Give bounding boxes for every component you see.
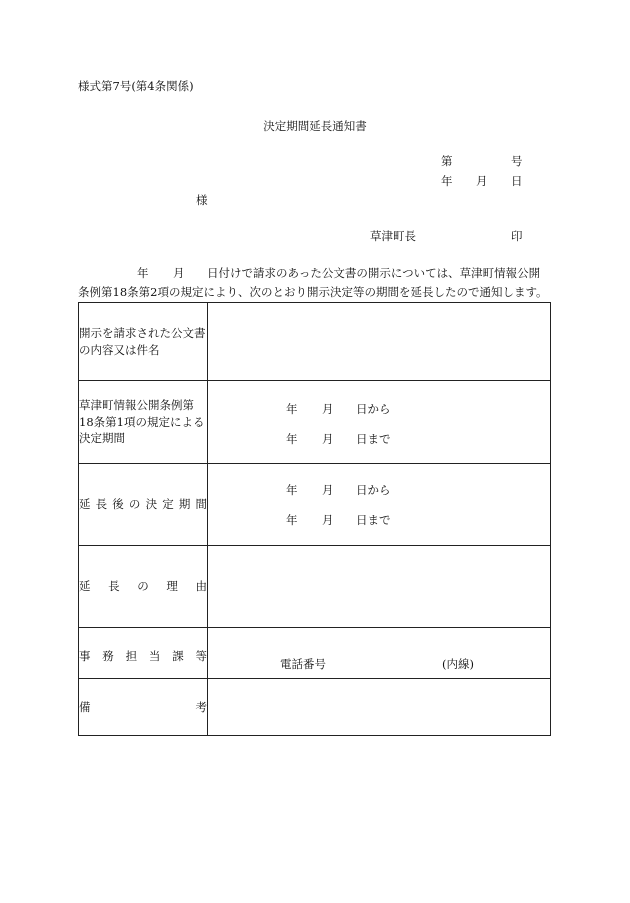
value-remarks [208,679,551,736]
period-year: 年 [286,402,298,416]
period-from-label: 日から [356,483,391,497]
date-day: 日 [511,174,523,188]
period-from [286,404,391,416]
value-department [208,628,551,679]
period-year: 年 [286,483,298,497]
period-year: 年 [286,432,298,446]
addressee-suffix: 様 [196,193,208,207]
table-row [79,381,551,464]
period-year: 年 [286,513,298,527]
value-request-content [208,303,551,381]
period-to [286,434,391,446]
period-month: 月 [322,483,334,497]
label-department [79,628,208,679]
value-reason [208,546,551,628]
label-reason-text: 延 長 の 理 由 [79,579,207,594]
label-reason [79,546,208,628]
seal-mark: 印 [511,229,523,243]
date-month: 月 [476,174,488,188]
value-original-period [208,381,551,464]
label-request-content: 開示を請求された公文書の内容又は件名 [79,303,208,381]
notice-table [78,302,551,736]
period-from-label: 日から [356,402,391,416]
table-row [79,628,551,679]
period-to [286,515,391,527]
period-month: 月 [322,402,334,416]
body-line-2: 条例第18条第2項の規定により、次のとおり開示決定等の期間を延長したので通知します。 [78,285,548,299]
table-row [79,546,551,628]
period-month: 月 [322,513,334,527]
period-to-label: 日まで [356,432,391,446]
body-year: 年 [137,266,149,280]
period-to-label: 日まで [356,513,391,527]
number-prefix: 第 [441,154,453,168]
label-extended-period-text: 延 長 後 の 決 定 期 間 [79,497,207,512]
period-month: 月 [322,432,334,446]
body-month: 月 [173,266,185,280]
label-department-text: 事 務 担 当 課 等 [79,649,207,663]
form-number: 様式第7号(第4条関係) [78,79,194,93]
table-row [79,303,551,381]
date-year: 年 [441,174,453,188]
extension-label: (内線) [442,657,474,671]
body-line-1-text: 日付けで請求のあった公文書の開示については、草津町情報公開 [207,266,541,280]
table-row [79,464,551,546]
period-from [286,485,391,497]
label-remarks [79,679,208,736]
value-extended-period [208,464,551,546]
sender-name: 草津町長 [370,229,416,243]
number-suffix: 号 [511,154,523,168]
table-row [79,679,551,736]
label-original-period: 草津町情報公開条例第18条第1項の規定による決定期間 [79,381,208,464]
label-remarks-a: 備 [79,699,91,714]
label-extended-period [79,464,208,546]
phone-label: 電話番号 [280,657,326,671]
label-remarks-b: 考 [195,699,207,714]
document-title: 決定期間延長通知書 [263,119,367,133]
body-line-1 [78,268,548,280]
